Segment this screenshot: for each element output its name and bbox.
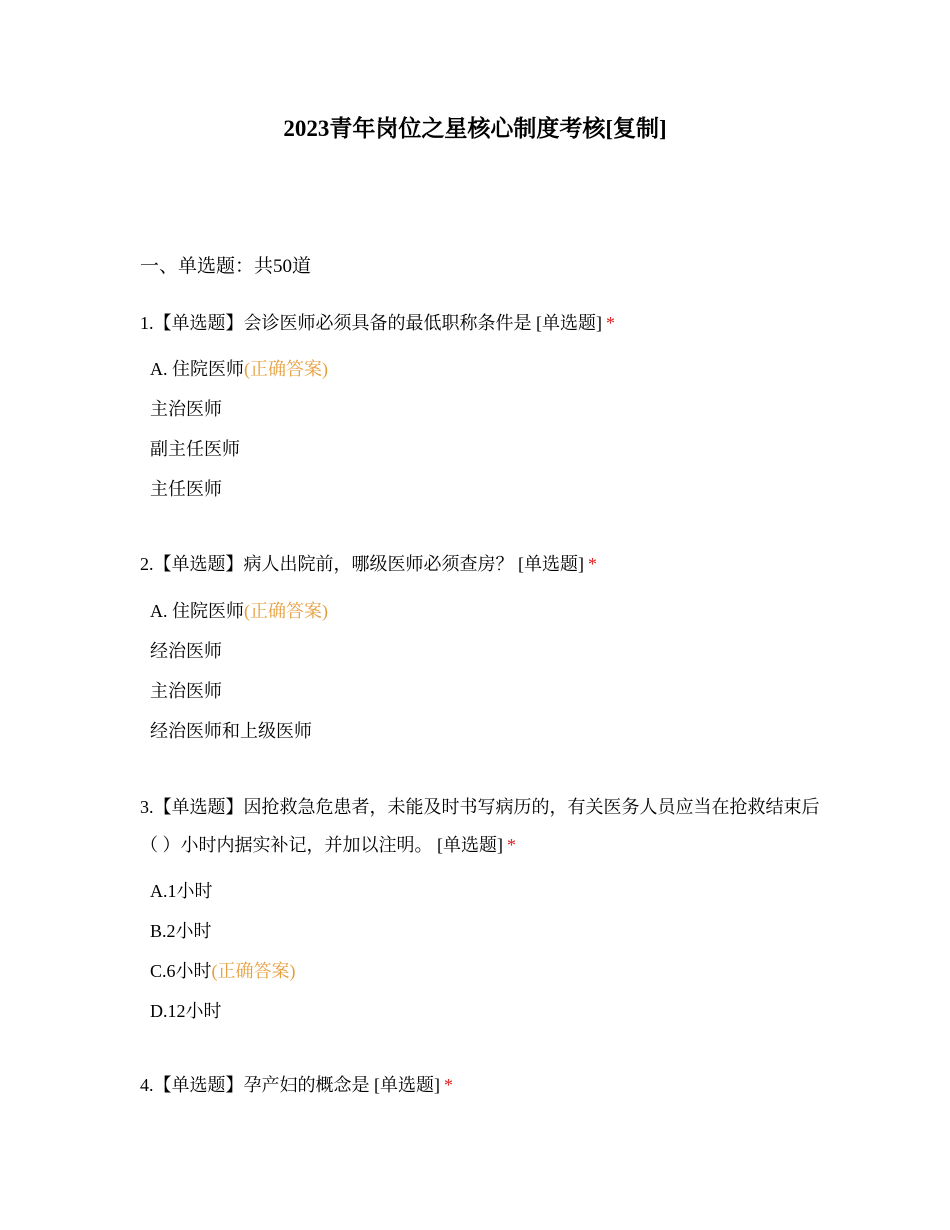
required-mark: * xyxy=(588,554,597,574)
option-label: B.2小时 xyxy=(150,921,212,941)
correct-answer-tag: (正确答案) xyxy=(244,359,328,379)
option-2d xyxy=(150,719,312,743)
option-3c xyxy=(150,959,296,983)
option-2c xyxy=(150,679,222,703)
option-3a xyxy=(150,879,213,903)
correct-answer-tag: (正确答案) xyxy=(211,961,296,981)
option-label: 副主任医师 xyxy=(150,439,240,459)
option-label: C.6小时 xyxy=(150,961,212,981)
option-label: 经治医师和上级医师 xyxy=(150,721,312,741)
option-label: 主治医师 xyxy=(150,399,222,419)
option-label: A. 住院医师 xyxy=(150,601,244,621)
option-3d xyxy=(150,999,222,1023)
question-4 xyxy=(140,1066,820,1104)
option-2a xyxy=(150,599,328,623)
question-title: 1.【单选题】会诊医师必须具备的最低职称条件是 [单选题] xyxy=(140,313,602,333)
option-1b xyxy=(150,397,222,421)
option-label: 经治医师 xyxy=(150,641,222,661)
question-2 xyxy=(140,545,820,583)
option-label: D.12小时 xyxy=(150,1001,222,1021)
question-title: 4.【单选题】孕产妇的概念是 [单选题] xyxy=(140,1075,440,1095)
option-1c xyxy=(150,437,240,461)
required-mark: * xyxy=(444,1075,453,1095)
document-title: 2023青年岗位之星核心制度考核[复制] xyxy=(283,116,667,141)
required-mark: * xyxy=(606,313,615,333)
option-1a xyxy=(150,357,328,381)
section-heading: 一、单选题：共50道 xyxy=(140,256,312,277)
question-title: 2.【单选题】病人出院前，哪级医师必须查房？ [单选题] xyxy=(140,554,584,574)
question-1 xyxy=(140,304,820,342)
question-3 xyxy=(140,788,820,864)
option-label: A. 住院医师 xyxy=(150,359,244,379)
required-mark: * xyxy=(507,835,516,855)
option-1d xyxy=(150,477,222,501)
option-3b xyxy=(150,919,212,943)
option-label: A.1小时 xyxy=(150,881,213,901)
option-2b xyxy=(150,639,222,663)
question-title: 3.【单选题】因抢救急危患者，未能及时书写病历的，有关医务人员应当在抢救结束后（ ）小时内据实补记，并加以注明。 [单选题] xyxy=(140,797,820,855)
correct-answer-tag: (正确答案) xyxy=(244,601,328,621)
option-label: 主任医师 xyxy=(150,479,222,499)
option-label: 主治医师 xyxy=(150,681,222,701)
